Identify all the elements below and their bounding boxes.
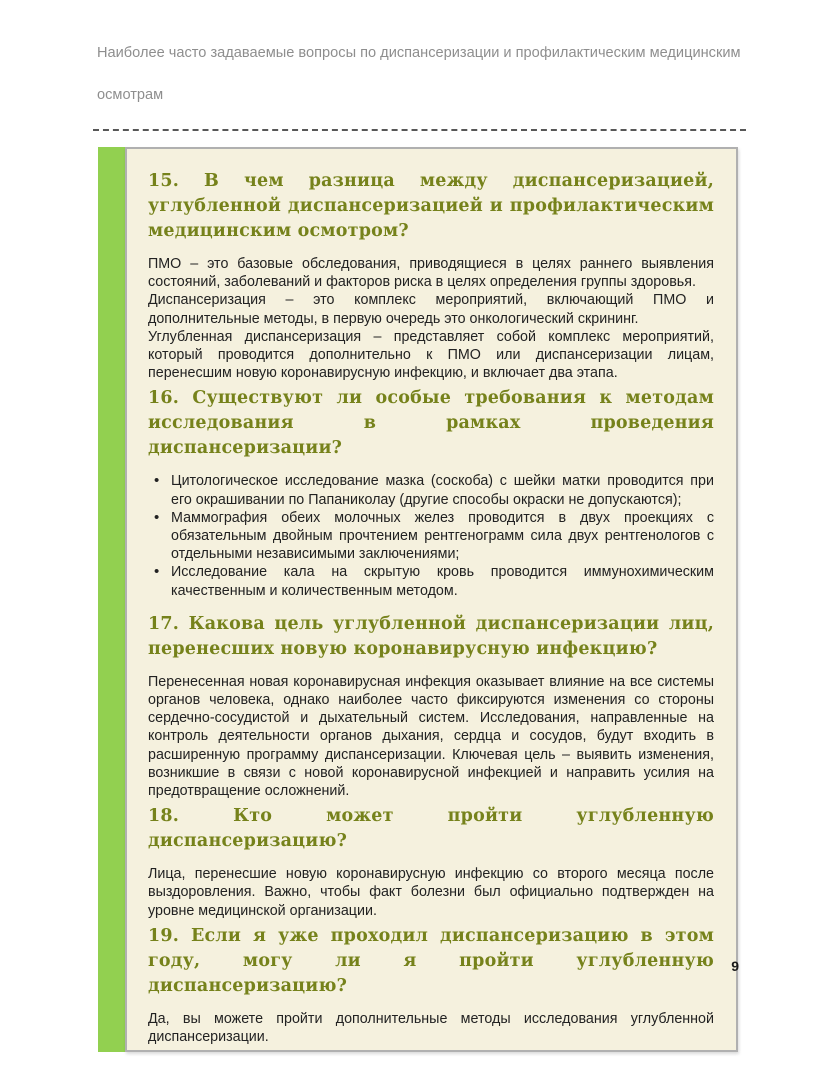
answer-16-list [148,472,714,599]
question-17-heading: 17. Какова цель углубленной диспансеризации лиц, перенесших новую коронавирусную инфекцию? [148,613,714,659]
green-accent-bar [98,147,125,1052]
list-item-stool-test: • Исследование кала на скрытую кровь проводится иммунохимическим качественным и количественным методом. [152,563,714,599]
page-number: 9 [731,958,739,974]
dashed-divider [93,129,746,131]
answer-15-paragraph-2: Диспансеризация – это комплекс мероприятий, включающий ПМО и дополнительные методы, в первую очередь это онкологический скрининг. [148,292,714,327]
answer-18: Лица, перенесшие новую коронавирусную инфекцию со второго месяца после выздоровления. Важно, чтобы факт болезни был официально подтвержден на уровне медицинской организации. [148,866,714,919]
answer-17: Перенесенная новая коронавирусная инфекция оказывает влияние на все системы органов человека, однако наиболее часто фиксируются изменения со стороны сердечно-сосудистой и дыхательный систем. Исследования, направленные на контроль деятельности органов дыхания, сердца и сосудов, будут входить в расширенную программу диспансеризации. Ключевая цель – выявить изменения, возникшие в связи с новой коронавирусной инфекцией и направить усилия на предотвращение осложнений. [148,673,714,800]
question-19-heading: 19. Если я уже проходил диспансеризацию в этом году, могу ли я пройти углубленную диспансеризацию? [148,925,714,996]
faq-panel [98,147,738,1052]
answer-15-paragraph-3: Углубленная диспансеризация – представляет собой комплекс мероприятий, который проводится дополнительно к ПМО или диспансеризации лицам, перенесшим новую коронавирусную инфекцию, и включает два этапа. [148,328,714,382]
list-item-cytology: • Цитологическое исследование мазка (соскоба) с шейки матки проводится при его окрашивании по Папаниколау (другие способы окраски не допускаются); [152,472,714,508]
answer-19: Да, вы можете пройти дополнительные методы исследования углубленной диспансеризации. [148,1010,714,1046]
list-item-mammography: • Маммография обеих молочных желез проводится в двух проекциях с обязательным двойным прочтением рентгенограмм сила двух рентгенологов с отдельными независимыми заключениями; [152,509,714,564]
question-15-heading: 15. В чем разница между диспансеризацией, углубленной диспансеризацией и профилактическим медицинским осмотром? [148,171,714,241]
question-16-heading: 16. Существуют ли особые требования к методам исследования в рамках проведения диспансеризации? [148,388,714,459]
answer-15-paragraph-1: ПМО – это базовые обследования, приводящиеся в целях раннего выявления состояний, заболеваний и факторов риска в целях определения группы здоровья. [148,256,714,291]
question-18-heading: 18. Кто может пройти углубленную диспансеризацию? [148,806,714,852]
answer-15 [148,255,714,382]
document-title: Наиболее часто задаваемые вопросы по диспансеризации и профилактическим медицинским осмотрам [97,45,741,103]
faq-panel-body [125,147,738,1052]
